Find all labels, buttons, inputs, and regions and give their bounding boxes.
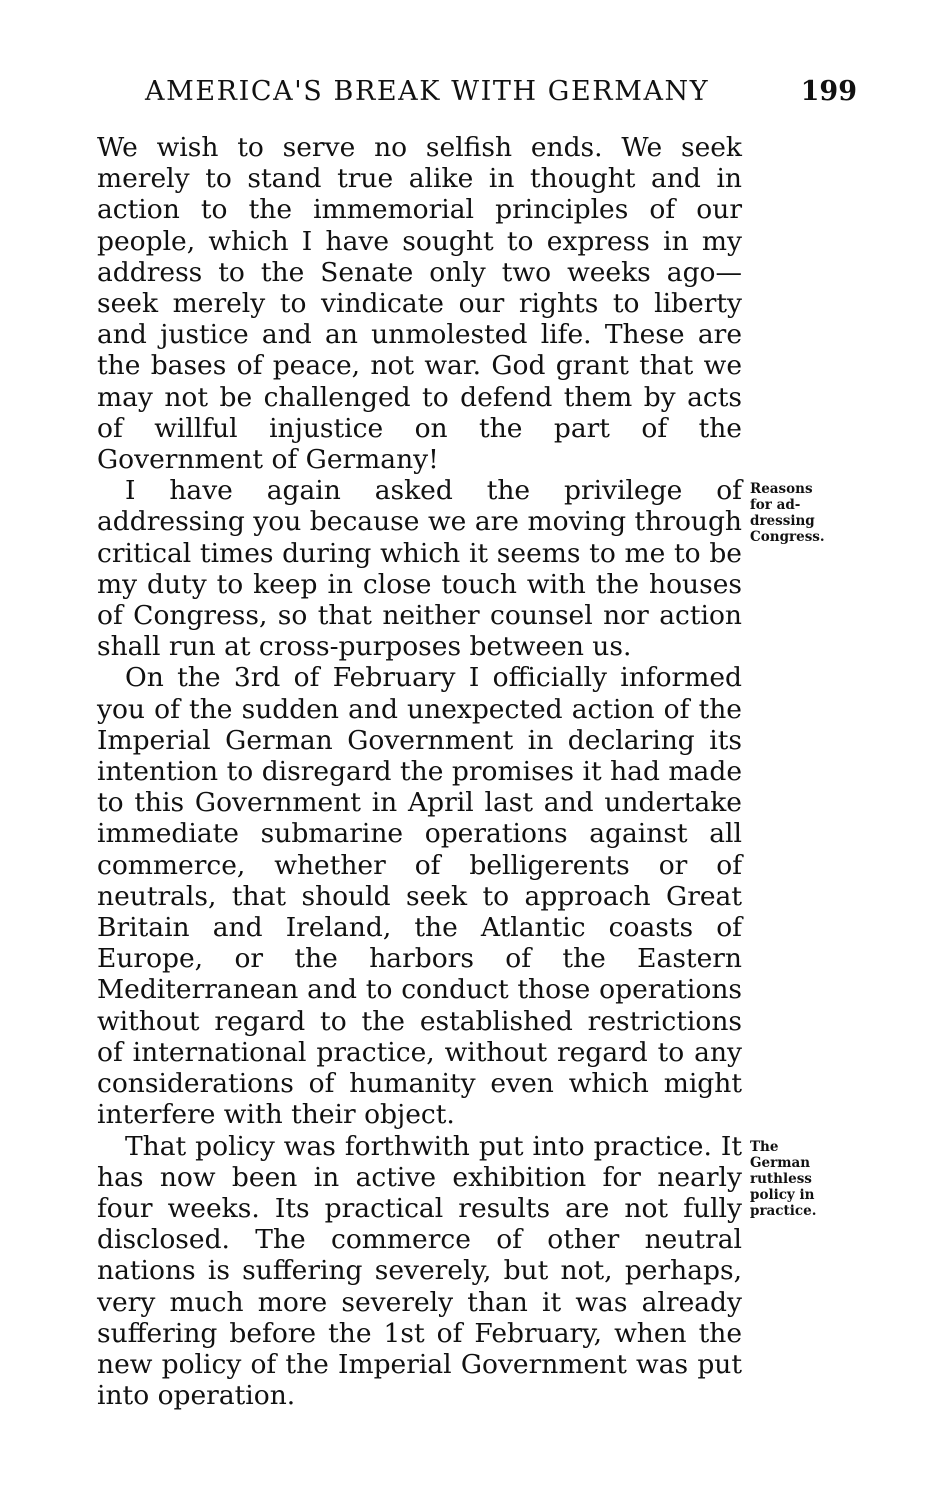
sidenote-line: dressing — [750, 513, 815, 529]
sidenote-line: Reasons — [750, 481, 813, 497]
paragraph-selfish-ends: We wish to serve no selfish ends. We seek merely to stand true alike in thought and in action to the immemorial principles of our people, which I have sought to express in my address to the Senate only two weeks ago—seek merely to vindicate our rights to liberty and justice and an unmolested life. These are the bases of peace, not war. God grant that we may not be challenged to defend them by acts of willful injustice on the part of the Government of Germany! — [97, 132, 742, 476]
sidenote-reasons-for-addressing-congress — [750, 481, 850, 545]
running-head — [145, 72, 857, 112]
sidenote-german-ruthless-policy — [750, 1139, 850, 1219]
sidenote-line: Congress. — [750, 529, 825, 545]
sidenote-line: German — [750, 1155, 811, 1171]
page-number: 199 — [800, 76, 857, 107]
sidenote-line: policy in — [750, 1187, 815, 1203]
sidenote-line: The — [750, 1139, 779, 1155]
paragraph-reasons-for-addressing: I have again asked the privilege of addressing you because we are moving through critical times during which it seems to me to be my duty to keep in close touch with the houses of Congress, so that neither counsel nor action shall run at cross-purposes between us. — [97, 475, 742, 663]
sidenote-line: practice. — [750, 1203, 817, 1219]
running-title: AMERICA'S BREAK WITH GERMANY — [145, 76, 710, 107]
body-text — [97, 132, 742, 1411]
sidenote-line: ruthless — [750, 1171, 812, 1187]
paragraph-february-announcement: On the 3rd of February I officially informed you of the sudden and unexpected action of the Imperial German Government in declaring its intention to disregard the promises it had made to this Government in April last and undertake immediate submarine operations against all commerce, whether of belligerents or of neutrals, that should seek to approach Great Britain and Ireland, the Atlantic coasts of Europe, or the harbors of the Eastern Mediterranean and to conduct those operations without regard to the established restrictions of international practice, without regard to any considerations of humanity even which might interfere with their object. — [97, 662, 742, 1131]
sidenote-line: for ad- — [750, 497, 801, 513]
paragraph-policy-in-practice: That policy was forthwith put into practice. It has now been in active exhibition for nearly four weeks. Its practical results are not fully disclosed. The commerce of other neutral nations is suffering severely, but not, perhaps, very much more severely than it was already suffering before the 1st of February, when the new policy of the Imperial Government was put into operation. — [97, 1130, 742, 1412]
